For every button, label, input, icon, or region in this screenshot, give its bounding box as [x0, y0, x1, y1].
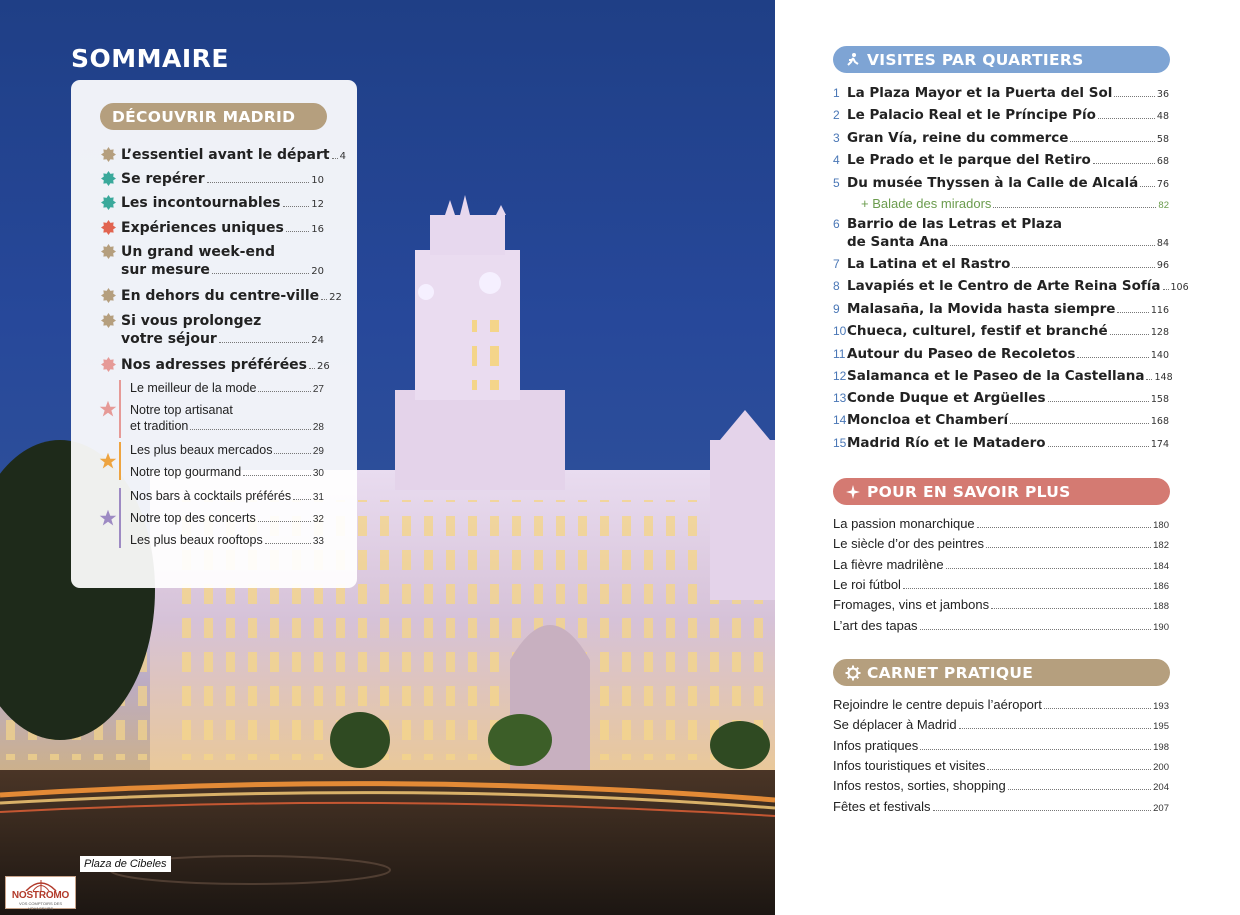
dot-leader [1093, 163, 1155, 164]
entry-title: Le Palacio Real et le Príncipe Pío [847, 107, 1096, 123]
dot-leader [332, 158, 338, 159]
walking-icon [845, 52, 861, 68]
chapter-number: 4 [833, 153, 840, 167]
entry-title: Autour du Paseo de Recoletos [847, 346, 1076, 362]
visites-sub-entry[interactable] [833, 195, 1169, 215]
entry-title: La fièvre madrilène [833, 556, 944, 572]
globe-icon [6, 877, 77, 891]
subgroup-entry[interactable] [130, 380, 324, 398]
dot-leader [1044, 708, 1151, 709]
entry-title: Notre top gourmand [130, 465, 242, 479]
carnet-entry[interactable] [833, 696, 1169, 715]
dot-leader [903, 588, 1151, 589]
savoir-entry[interactable] [833, 556, 1169, 575]
page-number: 68 [1156, 156, 1169, 167]
page-number: 12 [311, 199, 324, 210]
entry-title: Lavapiés et le Centro de Arte Reina Sofía [847, 278, 1161, 294]
decouvrir-entry[interactable] [121, 356, 330, 376]
dot-leader [987, 769, 1151, 770]
page-number: 36 [1156, 89, 1169, 100]
star-icon [99, 400, 117, 418]
entry-line [847, 322, 1169, 342]
entry-title: L’art des tapas [833, 617, 918, 633]
page-number: 28 [312, 422, 324, 433]
entry-title: Le Prado et le parque del Retiro [847, 152, 1091, 168]
dot-leader [243, 475, 311, 476]
dot-leader [1070, 141, 1154, 142]
entry-line [833, 596, 1169, 615]
chapter-number: 7 [833, 257, 840, 271]
decouvrir-entry[interactable] [121, 312, 324, 350]
entry-line [833, 515, 1169, 534]
entry-title: Du musée Thyssen à la Calle de Alcalá [847, 175, 1139, 191]
star-icon [99, 452, 117, 470]
entry-title: Notre top des concerts [130, 511, 256, 525]
dot-leader [1146, 379, 1152, 380]
page-title: SOMMAIRE [71, 44, 229, 73]
dot-leader [219, 342, 309, 343]
dot-leader [309, 368, 315, 369]
entry-body [847, 129, 1169, 149]
entry-body [847, 174, 1169, 194]
entry-title: sur mesure [121, 262, 210, 278]
decouvrir-entry[interactable] [121, 194, 324, 214]
entry-body [847, 277, 1189, 297]
entry-body [847, 434, 1169, 454]
page-number: 16 [311, 224, 324, 235]
subgroup-entry[interactable] [130, 488, 324, 506]
entry-title: Les plus beaux rooftops [130, 533, 263, 547]
entry-body [861, 195, 1169, 215]
entry-line [847, 174, 1169, 194]
entry-title: Salamanca et le Paseo de la Castellana [847, 368, 1145, 384]
page-number: 198 [1153, 741, 1169, 753]
savoir-entry[interactable] [833, 617, 1169, 636]
subgroup-bar [119, 488, 121, 548]
page-number: 190 [1153, 621, 1169, 633]
flower-bullet-icon [101, 244, 116, 259]
subgroup-bar [119, 380, 121, 438]
entry-body [847, 106, 1169, 126]
entry-line [130, 464, 324, 482]
carnet-entry[interactable] [833, 798, 1169, 817]
dot-leader [190, 429, 311, 430]
flower-bullet-icon [101, 313, 116, 328]
entry-title: + Balade des miradors [861, 196, 992, 211]
entry-body [847, 411, 1169, 431]
sparkle-icon [845, 484, 861, 500]
dot-leader [1012, 267, 1155, 268]
entry-line [861, 195, 1169, 215]
entry-line [833, 716, 1169, 735]
entry-title: Fêtes et festivals [833, 798, 931, 814]
entry-line [833, 696, 1169, 715]
page-number: 20 [311, 266, 324, 277]
visites-entry[interactable] [833, 367, 1173, 387]
page-number: 168 [1150, 416, 1169, 427]
entry-line [847, 300, 1169, 320]
entry-line [833, 737, 1169, 756]
entry-title: Le meilleur de la mode [130, 381, 257, 395]
page-number: 207 [1153, 802, 1169, 814]
dot-leader [293, 499, 311, 500]
entry-body [847, 84, 1169, 104]
page-number: 84 [1156, 238, 1169, 249]
entry-title: et tradition [130, 419, 189, 433]
entry-line [130, 532, 324, 550]
entry-line [130, 418, 324, 436]
dot-leader [959, 728, 1152, 729]
page-number: 10 [311, 175, 324, 186]
entry-body [847, 255, 1169, 275]
dot-leader [1008, 789, 1151, 790]
page-number: 58 [1156, 134, 1169, 145]
chapter-number: 3 [833, 131, 840, 145]
dot-leader [1010, 423, 1149, 424]
visites-entry[interactable] [833, 151, 1169, 171]
entry-line [121, 312, 324, 330]
page-number: 128 [1150, 327, 1169, 338]
dot-leader [1114, 96, 1155, 97]
entry-title: Infos restos, sorties, shopping [833, 778, 1006, 794]
chapter-number: 6 [833, 217, 840, 231]
page-number: 148 [1154, 372, 1173, 383]
dot-leader [986, 547, 1151, 548]
dot-leader [265, 543, 311, 544]
visites-entry[interactable] [833, 255, 1169, 275]
page-number: 174 [1150, 439, 1169, 450]
right-page-contents [775, 0, 1240, 915]
dot-leader [283, 206, 310, 207]
page-number: 26 [317, 361, 330, 372]
page-number: 140 [1150, 350, 1169, 361]
entry-title: Malasaña, la Movida hasta siempre [847, 301, 1116, 317]
savoir-heading: POUR EN SAVOIR PLUS [867, 482, 1071, 501]
logo-wordmark: NOSTROMO [11, 890, 70, 901]
subgroup-entry[interactable] [130, 510, 324, 528]
chapter-number: 13 [833, 391, 847, 405]
visites-entry[interactable] [833, 434, 1169, 454]
visites-entry[interactable] [833, 129, 1169, 149]
dot-leader [977, 527, 1151, 528]
page-number: 24 [311, 335, 324, 346]
publisher-logo [5, 876, 76, 909]
entry-title: Infos pratiques [833, 737, 919, 753]
carnet-heading-pill [833, 659, 1170, 686]
page-number: 29 [312, 446, 324, 457]
dot-leader [991, 608, 1151, 609]
chapter-number: 12 [833, 369, 847, 383]
entry-line [833, 757, 1169, 776]
visites-entry[interactable] [833, 411, 1169, 431]
entry-title: de Santa Ana [847, 234, 949, 250]
carnet-entry[interactable] [833, 737, 1169, 756]
dot-leader [1077, 357, 1148, 358]
entry-body [847, 345, 1169, 365]
decouvrir-entry[interactable] [121, 287, 342, 307]
entry-title: Les incontournables [121, 195, 281, 211]
entry-line [847, 129, 1169, 149]
entry-line [833, 535, 1169, 554]
subgroup-bar [119, 442, 121, 480]
dot-leader [1098, 118, 1155, 119]
chapter-number: 1 [833, 86, 840, 100]
page-number: 27 [312, 384, 324, 395]
entry-title: En dehors du centre-ville [121, 288, 320, 304]
entry-line [833, 617, 1169, 636]
flower-bullet-icon [101, 171, 116, 186]
visites-entry[interactable] [833, 215, 1169, 253]
savoir-entry[interactable] [833, 535, 1169, 554]
subgroup-entry[interactable] [130, 532, 324, 550]
entry-line [130, 380, 324, 398]
savoir-heading-pill [833, 478, 1170, 505]
entry-title: Barrio de las Letras et Plaza [847, 216, 1062, 232]
entry-title: Se repérer [121, 171, 205, 187]
entry-title: Madrid Río et le Matadero [847, 435, 1046, 451]
entry-body [847, 322, 1169, 342]
entry-line [847, 434, 1169, 454]
entry-body [847, 389, 1169, 409]
entry-line [833, 576, 1169, 595]
entry-line [130, 402, 324, 418]
page-number: 76 [1156, 179, 1169, 190]
dot-leader [1140, 186, 1155, 187]
visites-entry[interactable] [833, 277, 1189, 297]
page-number: 204 [1153, 782, 1169, 794]
entry-body [847, 215, 1169, 253]
entry-title: Rejoindre le centre depuis l’aéroport [833, 697, 1042, 712]
decouvrir-entry[interactable] [121, 219, 324, 239]
entry-title: Les plus beaux mercados [130, 443, 273, 457]
entry-title: Un grand week-end [121, 244, 275, 260]
dot-leader [207, 182, 310, 183]
decouvrir-card [71, 80, 357, 588]
flower-bullet-icon [101, 288, 116, 303]
entry-title: Conde Duque et Argüelles [847, 390, 1046, 406]
entry-title: Notre top artisanat [130, 403, 233, 417]
chapter-number: 9 [833, 302, 840, 316]
entry-line [121, 146, 346, 166]
entry-body [847, 151, 1169, 171]
visites-entry[interactable] [833, 322, 1169, 342]
entry-title: La passion monarchique [833, 516, 975, 531]
star-icon [99, 509, 117, 527]
entry-title: Le roi fútbol [833, 576, 901, 592]
flower-bullet-icon [101, 220, 116, 235]
entry-body [847, 367, 1173, 387]
dot-leader [258, 391, 310, 392]
entry-title: L’essentiel avant le départ [121, 147, 330, 163]
entry-line [847, 345, 1169, 365]
page-number: 48 [1156, 111, 1169, 122]
visites-entry[interactable] [833, 106, 1169, 126]
page-number: 158 [1150, 394, 1169, 405]
entry-title: votre séjour [121, 331, 217, 347]
entry-line [847, 151, 1169, 171]
entry-title: Chueca, culturel, festif et branché [847, 323, 1108, 339]
decouvrir-entry[interactable] [121, 243, 324, 281]
chapter-number: 5 [833, 176, 840, 190]
page-number: 200 [1153, 761, 1169, 773]
entry-line [833, 777, 1169, 796]
chapter-number: 11 [833, 347, 846, 361]
entry-line [121, 287, 342, 307]
entry-line [833, 798, 1169, 817]
visites-heading: VISITES PAR QUARTIERS [867, 50, 1084, 69]
carnet-heading: CARNET PRATIQUE [867, 663, 1034, 682]
entry-line [121, 261, 324, 281]
gear-icon [845, 665, 861, 681]
savoir-entry[interactable] [833, 515, 1169, 534]
dot-leader [950, 245, 1155, 246]
entry-title: La Latina et el Rastro [847, 256, 1011, 272]
visites-entry[interactable] [833, 300, 1169, 320]
visites-heading-pill [833, 46, 1170, 73]
entry-line [847, 215, 1169, 233]
dot-leader [920, 629, 1152, 630]
dot-leader [212, 273, 309, 274]
page-number: 184 [1153, 560, 1169, 572]
visites-entry[interactable] [833, 84, 1169, 104]
chapter-number: 8 [833, 279, 840, 293]
chapter-number: 15 [833, 436, 847, 450]
entry-title: Nos adresses préférées [121, 357, 308, 373]
page-number: 33 [312, 536, 324, 547]
entry-title: Moncloa et Chamberí [847, 412, 1009, 428]
chapter-number: 2 [833, 108, 840, 122]
entry-line [833, 556, 1169, 575]
entry-line [121, 219, 324, 239]
entry-title: Le siècle d’or des peintres [833, 536, 985, 552]
flower-bullet-icon [101, 357, 116, 372]
entry-line [847, 106, 1169, 126]
page-number: 22 [329, 292, 342, 303]
decouvrir-entry[interactable] [121, 170, 324, 190]
chapter-number: 10 [833, 324, 847, 338]
page-number: 182 [1153, 540, 1169, 552]
entry-line [847, 233, 1169, 253]
page-number: 96 [1156, 260, 1169, 271]
carnet-entry[interactable] [833, 757, 1169, 776]
dot-leader [1117, 312, 1148, 313]
page-number: 195 [1153, 721, 1169, 733]
dot-leader [274, 453, 310, 454]
entry-line [121, 194, 324, 214]
entry-line [130, 442, 324, 460]
photo-caption: Plaza de Cibeles [80, 856, 171, 872]
page-number: 116 [1150, 305, 1169, 316]
chapter-number: 14 [833, 413, 847, 427]
entry-line [847, 389, 1169, 409]
entry-line [121, 356, 330, 376]
page-number: 186 [1153, 580, 1169, 592]
carnet-entry[interactable] [833, 777, 1169, 796]
entry-line [121, 170, 324, 190]
entry-title: Fromages, vins et jambons [833, 597, 990, 613]
entry-line [847, 277, 1189, 297]
decouvrir-entry[interactable] [121, 146, 346, 166]
subgroup-entry[interactable] [130, 402, 324, 436]
dot-leader [1163, 289, 1169, 290]
entry-title: La Plaza Mayor et la Puerta del Sol [847, 85, 1113, 101]
dot-leader [946, 568, 1152, 569]
entry-title: Si vous prolongez [121, 313, 262, 329]
page-number: 32 [312, 514, 324, 525]
entry-body [847, 300, 1169, 320]
page-number: 31 [312, 492, 324, 503]
subgroup-entry[interactable] [130, 442, 324, 460]
page-number: 4 [339, 151, 346, 162]
dot-leader [258, 521, 311, 522]
dot-leader [920, 749, 1151, 750]
entry-line [847, 367, 1173, 387]
dot-leader [993, 207, 1156, 208]
entry-title: Gran Vía, reine du commerce [847, 130, 1069, 146]
page-number: 188 [1153, 601, 1169, 613]
page-number: 82 [1158, 200, 1169, 211]
entry-title: Infos touristiques et visites [833, 757, 986, 773]
entry-line [121, 243, 324, 261]
entry-title: Se déplacer à Madrid [833, 717, 957, 733]
savoir-entry[interactable] [833, 596, 1169, 615]
visites-entry[interactable] [833, 389, 1169, 409]
page-number: 193 [1153, 701, 1169, 712]
dot-leader [933, 810, 1152, 811]
dot-leader [1048, 446, 1149, 447]
page-number: 30 [312, 468, 324, 479]
entry-title: Nos bars à cocktails préférés [130, 489, 292, 503]
carnet-entry[interactable] [833, 716, 1169, 735]
dot-leader [321, 299, 327, 300]
savoir-entry[interactable] [833, 576, 1169, 595]
decouvrir-heading: DÉCOUVRIR MADRID [100, 103, 327, 130]
page-number: 180 [1153, 520, 1169, 531]
dot-leader [1110, 334, 1149, 335]
dot-leader [1048, 401, 1149, 402]
logo-tagline: VOS COMPTOIRS DES VOYAGEURS [18, 901, 63, 911]
page-number: 106 [1170, 282, 1189, 293]
visites-entry[interactable] [833, 345, 1169, 365]
flower-bullet-icon [101, 195, 116, 210]
entry-line [121, 330, 324, 350]
entry-line [130, 510, 324, 528]
entry-line [847, 411, 1169, 431]
entry-line [130, 488, 324, 506]
entry-line [847, 84, 1169, 104]
flower-bullet-icon [101, 147, 116, 162]
entry-title: Expériences uniques [121, 220, 284, 236]
visites-entry[interactable] [833, 174, 1169, 194]
subgroup-entry[interactable] [130, 464, 324, 482]
entry-line [847, 255, 1169, 275]
dot-leader [286, 231, 309, 232]
